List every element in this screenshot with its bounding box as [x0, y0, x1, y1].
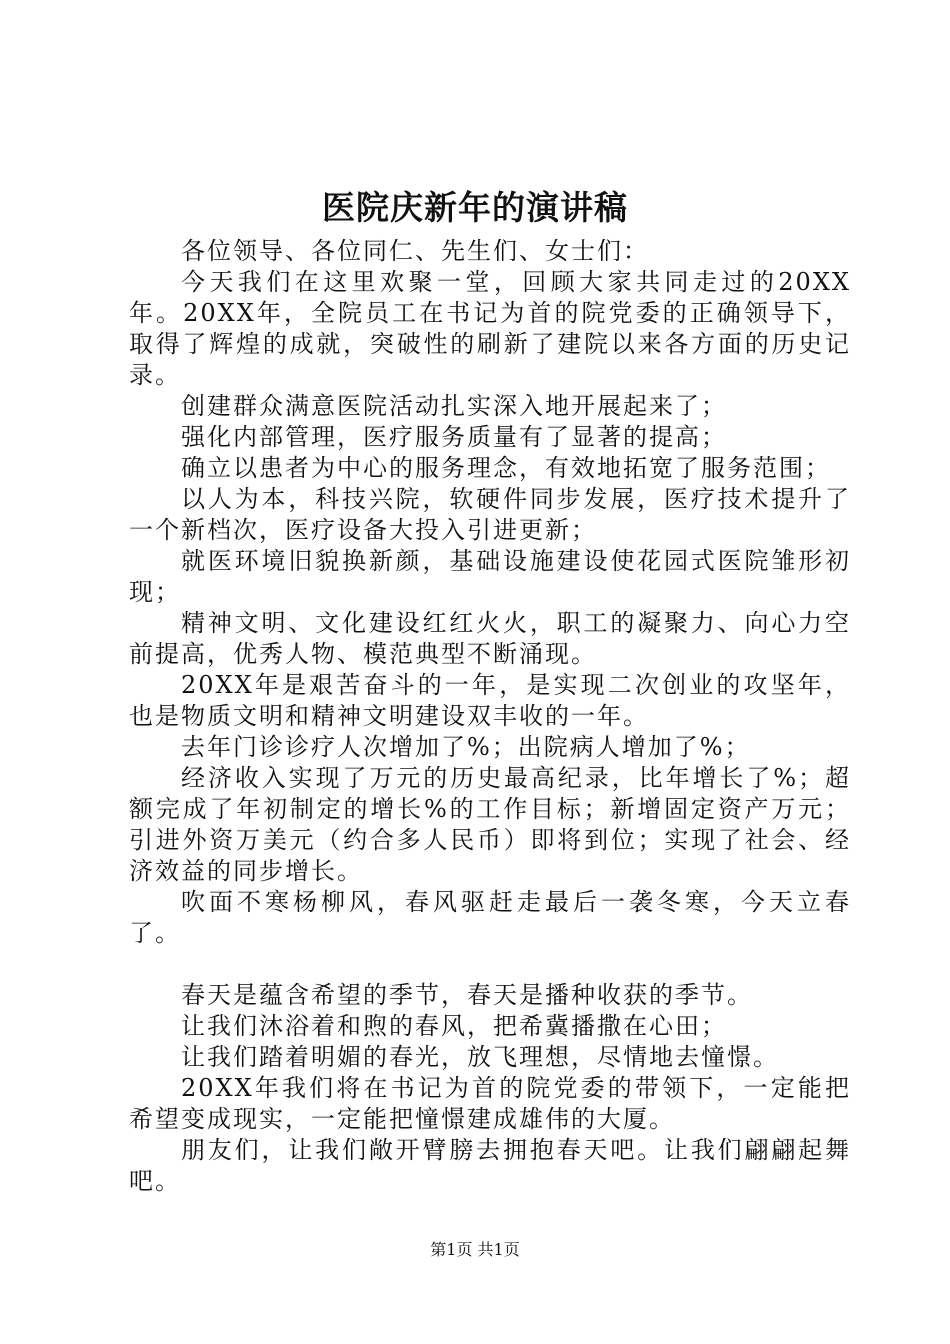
body-paragraph: 让我们沐浴着和煦的春风，把希冀播撒在心田；	[181, 1012, 727, 1040]
body-paragraph: 经济收入实现了万元的历史最高纪录，比年增长了%；超额完成了年初制定的增长%的工作目标；新增固定资产万元；引进外资万美元（约合多人民币）即将到位；实现了社会、经济效益的同步增长。	[129, 764, 851, 885]
body-paragraph: 20XX年我们将在书记为首的院党委的带领下，一定能把希望变成现实，一定能把憧憬建成雄伟的大厦。	[129, 1074, 851, 1133]
page-footer: 第1页 共1页	[430, 1240, 520, 1259]
salutation-paragraph: 各位领导、各位同仁、先生们、女士们：	[181, 237, 649, 265]
body-paragraph: 强化内部管理，医疗服务质量有了显著的提高；	[181, 423, 727, 451]
body-paragraph: 精神文明、文化建设红红火火，职工的凝聚力、向心力空前提高，优秀人物、模范典型不断涌现。	[129, 609, 851, 668]
body-paragraph: 吹面不寒杨柳风，春风驱赶走最后一袭冬寒，今天立春了。	[129, 888, 851, 947]
body-paragraph: 今天我们在这里欢聚一堂，回顾大家共同走过的20XX年。20XX年，全院员工在书记为首的院党委的正确领导下，取得了辉煌的成就，突破性的刷新了建院以来各方面的历史记录。	[129, 268, 851, 389]
body-paragraph: 以人为本，科技兴院，软硬件同步发展，医疗技术提升了一个新档次，医疗设备大投入引进更新；	[129, 485, 851, 544]
body-paragraph: 让我们踏着明媚的春光，放飞理想，尽情地去憧憬。	[181, 1043, 779, 1071]
body-paragraph: 就医环境旧貌换新颜，基础设施建设使花园式医院雏形初现；	[129, 547, 851, 606]
body-paragraph: 去年门诊诊疗人次增加了%；出院病人增加了%；	[181, 733, 751, 761]
body-paragraph: 春天是蕴含希望的季节，春天是播种收获的季节。	[181, 981, 753, 1009]
body-paragraph: 确立以患者为中心的服务理念，有效地拓宽了服务范围；	[181, 454, 831, 482]
document-body	[129, 236, 851, 1197]
body-paragraph: 朋友们，让我们敞开臂膀去拥抱春天吧。让我们翩翩起舞吧。	[129, 1136, 851, 1195]
blank-line	[129, 949, 851, 980]
body-paragraph: 创建群众满意医院活动扎实深入地开展起来了；	[181, 392, 727, 420]
document-title: 医院庆新年的演讲稿	[322, 188, 628, 227]
body-paragraph: 20XX年是艰苦奋斗的一年，是实现二次创业的攻坚年，也是物质文明和精神文明建设双丰收的一年。	[129, 671, 851, 730]
